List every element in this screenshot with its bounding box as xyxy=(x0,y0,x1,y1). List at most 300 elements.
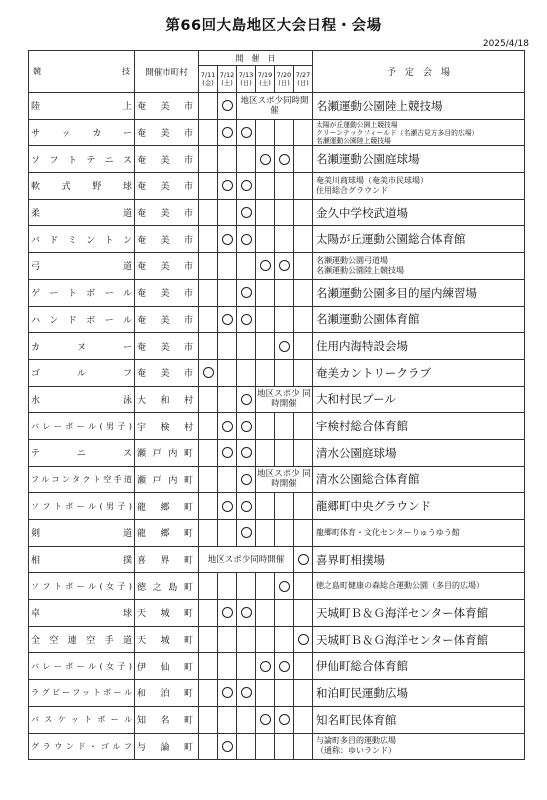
date-mark-cell xyxy=(237,466,256,493)
venue-cell xyxy=(313,600,525,627)
municipality-cell xyxy=(135,306,199,333)
competition-cell xyxy=(29,306,135,333)
header-municipality: 開催市町村 xyxy=(135,51,199,93)
date-mark-cell xyxy=(275,626,294,653)
competition-name: 軟式野球 xyxy=(31,182,132,193)
date-mark-cell xyxy=(275,173,294,200)
date-mark-cell xyxy=(199,226,218,253)
date-mark-cell xyxy=(199,626,218,653)
date-mark-cell xyxy=(199,253,218,280)
date-mark-cell xyxy=(199,466,218,493)
competition-name: バドミントン xyxy=(31,235,132,246)
day-weekday: (土) xyxy=(221,79,233,87)
competition-name: 水泳 xyxy=(31,395,132,406)
table-row xyxy=(29,226,525,253)
date-mark-cell xyxy=(294,546,313,573)
date-mark-cell xyxy=(199,119,218,146)
table-row xyxy=(29,439,525,466)
day-date: 7/27 xyxy=(295,71,311,79)
table-row xyxy=(29,653,525,680)
competition-name: バレーボール(男子) xyxy=(31,421,132,431)
header-venue: 予 定 会 場 xyxy=(313,51,525,93)
held-circle-icon xyxy=(241,447,252,458)
municipality-name: 奄美市 xyxy=(137,369,193,380)
date-mark-cell xyxy=(199,653,218,680)
date-mark-cell xyxy=(237,359,256,386)
competition-name: サッカー xyxy=(31,129,132,140)
held-circle-icon xyxy=(222,607,233,618)
date-mark-cell xyxy=(199,199,218,226)
table-row xyxy=(29,546,525,573)
date-mark-cell xyxy=(275,600,294,627)
competition-cell xyxy=(29,520,135,547)
date-mark-cell xyxy=(256,439,275,466)
date-mark-cell xyxy=(294,306,313,333)
table-row xyxy=(29,146,525,173)
date-mark-cell xyxy=(199,733,218,760)
date-mark-cell xyxy=(237,253,256,280)
municipality-cell xyxy=(135,466,199,493)
municipality-name: 奄美市 xyxy=(137,289,193,300)
header-dates: 開 催 日 xyxy=(199,51,313,66)
date-mark-cell xyxy=(275,439,294,466)
venue-name: （通称：ゆいランド） xyxy=(316,746,397,756)
held-circle-icon xyxy=(260,260,271,271)
held-circle-icon xyxy=(222,421,233,432)
municipality-name: 大和村 xyxy=(137,395,193,406)
date-mark-cell xyxy=(256,333,275,360)
held-circle-icon xyxy=(222,501,233,512)
competition-name: 相撲 xyxy=(31,556,132,567)
competition-cell xyxy=(29,706,135,733)
competition-cell xyxy=(29,573,135,600)
table-row xyxy=(29,306,525,333)
municipality-cell xyxy=(135,119,199,146)
table-row xyxy=(29,520,525,547)
venue-cell xyxy=(313,306,525,333)
date-mark-cell xyxy=(218,680,237,707)
date-mark-cell xyxy=(294,279,313,306)
venue-name: 天城町Ｂ＆Ｇ海洋センター体育館 xyxy=(316,605,489,620)
date-mark-cell xyxy=(237,706,256,733)
joint-event-note: 地区スポ少 同時開催 xyxy=(256,466,313,493)
venue-name: 住用総合グラウンド xyxy=(316,185,389,195)
held-circle-icon xyxy=(260,154,271,165)
competition-name: バレーボール(女子) xyxy=(31,661,132,671)
competition-cell xyxy=(29,359,135,386)
venue-cell xyxy=(313,466,525,493)
table-row xyxy=(29,466,525,493)
venue-name: 奄美カントリークラブ xyxy=(316,365,432,380)
date-mark-cell xyxy=(275,226,294,253)
date-mark-cell xyxy=(294,680,313,707)
date-mark-cell xyxy=(275,199,294,226)
venue-cell xyxy=(313,439,525,466)
date-mark-cell xyxy=(256,173,275,200)
date-mark-cell xyxy=(237,493,256,520)
competition-name: ゲートボール xyxy=(31,289,132,300)
document-date: 2025/4/18 xyxy=(482,39,529,49)
held-circle-icon xyxy=(241,501,252,512)
held-circle-icon xyxy=(222,127,233,138)
municipality-cell xyxy=(135,680,199,707)
municipality-cell xyxy=(135,733,199,760)
date-mark-cell xyxy=(237,226,256,253)
competition-cell xyxy=(29,733,135,760)
table-row xyxy=(29,93,525,120)
competition-name: ソフトテニス xyxy=(31,155,132,166)
table-row xyxy=(29,600,525,627)
table-row xyxy=(29,359,525,386)
date-mark-cell xyxy=(256,146,275,173)
municipality-name: 奄美市 xyxy=(137,182,193,193)
municipality-name: 奄美市 xyxy=(137,262,193,273)
competition-cell xyxy=(29,146,135,173)
date-mark-cell xyxy=(237,173,256,200)
date-mark-cell xyxy=(256,119,275,146)
venue-name: 宇検村総合体育館 xyxy=(316,419,409,434)
venue-name: 名瀬運動公園体育館 xyxy=(316,312,420,327)
table-row xyxy=(29,573,525,600)
competition-cell xyxy=(29,439,135,466)
date-mark-cell xyxy=(237,439,256,466)
competition-name: 卓球 xyxy=(31,609,132,620)
held-circle-icon xyxy=(279,260,290,271)
date-mark-cell xyxy=(294,573,313,600)
date-mark-cell xyxy=(275,733,294,760)
municipality-name: 奄美市 xyxy=(137,315,193,326)
venue-name: 徳之島町健康の森総合運動公園（多目的広場） xyxy=(316,581,485,591)
date-mark-cell xyxy=(218,173,237,200)
competition-name: 柔道 xyxy=(31,209,132,220)
venue-cell xyxy=(313,386,525,413)
header-day-4 xyxy=(275,66,294,93)
municipality-name: 和泊町 xyxy=(137,689,193,700)
date-mark-cell xyxy=(237,600,256,627)
joint-event-note: 地区スポ少同時開催 xyxy=(199,546,294,573)
table-row xyxy=(29,413,525,440)
municipality-cell xyxy=(135,386,199,413)
table-row xyxy=(29,279,525,306)
municipality-cell xyxy=(135,706,199,733)
venue-name: 名瀬運動公園庭球場 xyxy=(316,152,420,167)
date-mark-cell xyxy=(199,333,218,360)
competition-name: 全空連空手道 xyxy=(31,636,132,647)
date-mark-cell xyxy=(256,279,275,306)
date-mark-cell xyxy=(256,600,275,627)
date-mark-cell xyxy=(199,439,218,466)
competition-cell xyxy=(29,413,135,440)
competition-cell xyxy=(29,386,135,413)
date-mark-cell xyxy=(237,520,256,547)
venue-cell xyxy=(313,253,525,280)
date-mark-cell xyxy=(275,706,294,733)
schedule-table xyxy=(28,50,525,760)
held-circle-icon xyxy=(241,287,252,298)
date-mark-cell xyxy=(294,439,313,466)
date-mark-cell xyxy=(275,520,294,547)
venue-name: 大和村民プール xyxy=(316,392,396,407)
date-mark-cell xyxy=(275,359,294,386)
competition-name: バスケットボール xyxy=(31,715,132,725)
held-circle-icon xyxy=(222,741,233,752)
held-circle-icon xyxy=(279,154,290,165)
competition-name: グラウンド・ゴルフ xyxy=(31,741,132,751)
day-date: 7/13 xyxy=(238,71,254,79)
date-mark-cell xyxy=(294,600,313,627)
date-mark-cell xyxy=(256,413,275,440)
municipality-name: 奄美市 xyxy=(137,342,193,353)
day-weekday: (土) xyxy=(259,79,271,87)
venue-cell xyxy=(313,653,525,680)
date-mark-cell xyxy=(237,119,256,146)
date-mark-cell xyxy=(199,279,218,306)
joint-event-note: 地区スポ少 同時開催 xyxy=(256,386,313,413)
competition-name: ソフトボール(男子) xyxy=(31,501,132,511)
venue-name: 知名町民体育館 xyxy=(316,712,397,727)
date-mark-cell xyxy=(275,146,294,173)
header-competition: 競 技 xyxy=(29,51,135,93)
held-circle-icon xyxy=(241,180,252,191)
header-day-0 xyxy=(199,66,218,93)
venue-name: 天城町Ｂ＆Ｇ海洋センター体育館 xyxy=(316,632,489,647)
venue-name: 龍郷町体育・文化センターりゅうゆう館 xyxy=(316,527,460,537)
held-circle-icon xyxy=(203,367,214,378)
date-mark-cell xyxy=(275,119,294,146)
held-circle-icon xyxy=(241,234,252,245)
held-circle-icon xyxy=(241,687,252,698)
date-mark-cell xyxy=(218,653,237,680)
municipality-name: 天城町 xyxy=(137,609,193,620)
municipality-name: 奄美市 xyxy=(137,155,193,166)
date-mark-cell xyxy=(218,413,237,440)
competition-cell xyxy=(29,653,135,680)
held-circle-icon xyxy=(222,314,233,325)
date-mark-cell xyxy=(294,119,313,146)
venue-name: 奄美川商球場（奄美市民球場） xyxy=(316,175,429,185)
municipality-cell xyxy=(135,199,199,226)
competition-name: テニス xyxy=(31,449,132,460)
held-circle-icon xyxy=(241,474,252,485)
date-mark-cell xyxy=(294,226,313,253)
day-weekday: (金) xyxy=(202,79,214,87)
date-mark-cell xyxy=(275,680,294,707)
venue-cell xyxy=(313,546,525,573)
header-day-2 xyxy=(237,66,256,93)
competition-cell xyxy=(29,93,135,120)
competition-cell xyxy=(29,173,135,200)
date-mark-cell xyxy=(218,359,237,386)
held-circle-icon xyxy=(298,634,309,645)
date-mark-cell xyxy=(275,279,294,306)
venue-name: 名瀬運動公園陸上競技場 xyxy=(316,98,443,113)
date-mark-cell xyxy=(218,386,237,413)
date-mark-cell xyxy=(218,600,237,627)
date-mark-cell xyxy=(275,493,294,520)
municipality-cell xyxy=(135,173,199,200)
table-row xyxy=(29,253,525,280)
competition-cell xyxy=(29,253,135,280)
competition-cell xyxy=(29,466,135,493)
competition-name: 弓道 xyxy=(31,262,132,273)
date-mark-cell xyxy=(256,199,275,226)
date-mark-cell xyxy=(237,306,256,333)
date-mark-cell xyxy=(237,653,256,680)
date-mark-cell xyxy=(237,386,256,413)
venue-cell xyxy=(313,706,525,733)
venue-name: 太陽が丘運動公園総合体育館 xyxy=(316,232,466,247)
municipality-name: 知名町 xyxy=(137,716,193,727)
venue-cell xyxy=(313,626,525,653)
municipality-name: 伊仙町 xyxy=(137,662,193,673)
competition-name: カヌー xyxy=(31,342,132,353)
municipality-cell xyxy=(135,439,199,466)
date-mark-cell xyxy=(294,199,313,226)
day-date: 7/19 xyxy=(257,71,273,79)
competition-name: ソフトボール(女子) xyxy=(31,581,132,591)
held-circle-icon xyxy=(241,607,252,618)
date-mark-cell xyxy=(218,279,237,306)
municipality-name: 奄美市 xyxy=(137,235,193,246)
table-row xyxy=(29,680,525,707)
municipality-name: 宇検村 xyxy=(137,422,193,433)
date-mark-cell xyxy=(256,653,275,680)
header-day-5 xyxy=(294,66,313,93)
date-mark-cell xyxy=(294,733,313,760)
date-mark-cell xyxy=(218,199,237,226)
date-mark-cell xyxy=(294,706,313,733)
date-mark-cell xyxy=(275,306,294,333)
date-mark-cell xyxy=(294,359,313,386)
joint-event-note: 地区スポ少同時開催 xyxy=(237,93,313,120)
municipality-cell xyxy=(135,279,199,306)
municipality-cell xyxy=(135,226,199,253)
date-mark-cell xyxy=(256,706,275,733)
municipality-cell xyxy=(135,413,199,440)
date-mark-cell xyxy=(256,359,275,386)
date-mark-cell xyxy=(294,520,313,547)
held-circle-icon xyxy=(298,554,309,565)
date-mark-cell xyxy=(294,413,313,440)
venue-cell xyxy=(313,413,525,440)
day-date: 7/11 xyxy=(200,71,216,79)
venue-name: 名瀬運動公園弓道場 xyxy=(316,255,389,265)
day-weekday: (日) xyxy=(240,79,252,87)
venue-cell xyxy=(313,520,525,547)
venue-name: 龍郷町中央グラウンド xyxy=(316,499,432,514)
municipality-name: 龍郷町 xyxy=(137,502,193,513)
date-mark-cell xyxy=(218,146,237,173)
date-mark-cell xyxy=(256,733,275,760)
date-mark-cell xyxy=(294,173,313,200)
held-circle-icon xyxy=(279,341,290,352)
held-circle-icon xyxy=(241,527,252,538)
date-mark-cell xyxy=(199,600,218,627)
date-mark-cell xyxy=(275,653,294,680)
date-mark-cell xyxy=(237,279,256,306)
date-mark-cell xyxy=(294,653,313,680)
date-mark-cell xyxy=(199,573,218,600)
venue-cell xyxy=(313,333,525,360)
municipality-cell xyxy=(135,573,199,600)
date-mark-cell xyxy=(256,493,275,520)
date-mark-cell xyxy=(256,680,275,707)
held-circle-icon xyxy=(222,234,233,245)
held-circle-icon xyxy=(222,100,233,111)
date-mark-cell xyxy=(218,493,237,520)
venue-cell xyxy=(313,493,525,520)
competition-name: ラグビーフットボール xyxy=(31,688,132,698)
venue-cell xyxy=(313,119,525,146)
venue-cell xyxy=(313,146,525,173)
header-day-3 xyxy=(256,66,275,93)
date-mark-cell xyxy=(199,520,218,547)
date-mark-cell xyxy=(294,333,313,360)
municipality-name: 徳之島町 xyxy=(137,582,193,593)
table-row xyxy=(29,119,525,146)
municipality-cell xyxy=(135,520,199,547)
date-mark-cell xyxy=(275,333,294,360)
municipality-cell xyxy=(135,546,199,573)
venue-name: 太陽が丘運動公園上競技場 xyxy=(316,120,398,129)
date-mark-cell xyxy=(199,146,218,173)
date-mark-cell xyxy=(237,680,256,707)
header-day-1 xyxy=(218,66,237,93)
municipality-name: 奄美市 xyxy=(137,102,193,113)
municipality-name: 与論町 xyxy=(137,742,193,753)
held-circle-icon xyxy=(241,207,252,218)
day-weekday: (日) xyxy=(297,79,309,87)
municipality-cell xyxy=(135,600,199,627)
date-mark-cell xyxy=(275,253,294,280)
held-circle-icon xyxy=(279,581,290,592)
date-mark-cell xyxy=(218,706,237,733)
municipality-name: 瀬戸内町 xyxy=(137,449,193,460)
municipality-cell xyxy=(135,626,199,653)
competition-cell xyxy=(29,680,135,707)
venue-cell xyxy=(313,573,525,600)
date-mark-cell xyxy=(237,733,256,760)
page-title: 第66回大島地区大会日程・会場 xyxy=(165,18,382,34)
date-mark-cell xyxy=(237,146,256,173)
date-mark-cell xyxy=(199,493,218,520)
competition-name: ゴルフ xyxy=(31,369,132,380)
date-mark-cell xyxy=(218,226,237,253)
day-date: 7/12 xyxy=(219,71,235,79)
venue-name: 名瀬運動公園多目的屋内練習場 xyxy=(316,285,478,300)
held-circle-icon xyxy=(279,661,290,672)
venue-name: 和泊町民運動広場 xyxy=(316,685,409,700)
venue-cell xyxy=(313,359,525,386)
held-circle-icon xyxy=(260,714,271,725)
date-mark-cell xyxy=(218,733,237,760)
date-mark-cell xyxy=(237,413,256,440)
table-row xyxy=(29,173,525,200)
municipality-cell xyxy=(135,253,199,280)
date-mark-cell xyxy=(218,306,237,333)
competition-name: 剣道 xyxy=(31,529,132,540)
competition-cell xyxy=(29,119,135,146)
venue-cell xyxy=(313,733,525,760)
date-mark-cell xyxy=(256,226,275,253)
table-row xyxy=(29,333,525,360)
date-mark-cell xyxy=(218,333,237,360)
venue-name: 名瀬運動公園陸上競技場 xyxy=(316,136,391,145)
municipality-name: 瀬戸内町 xyxy=(137,475,193,486)
venue-cell xyxy=(313,93,525,120)
municipality-cell xyxy=(135,653,199,680)
table-row xyxy=(29,386,525,413)
